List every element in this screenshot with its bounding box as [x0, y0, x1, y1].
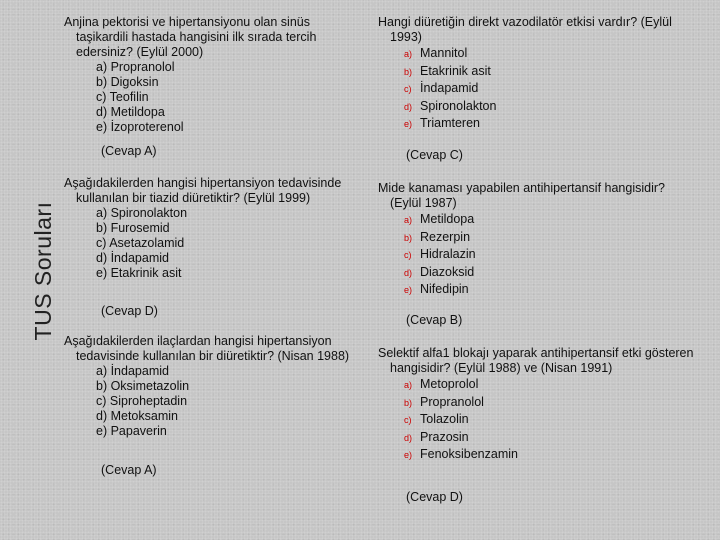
question-stem: Aşağıdakilerden ilaçlardan hangisi hipertansiyon tedavisinde kullanılan bir diüretiktir? (Nisan 1988): [64, 334, 350, 363]
option-marker: a): [404, 49, 413, 59]
answer-label: (Cevap D): [101, 304, 158, 318]
option-d: d) Metildopa: [96, 105, 165, 119]
option-a: a) Propranolol: [96, 60, 175, 74]
option-text: Diazoksid: [420, 264, 475, 279]
option-b: [378, 394, 698, 412]
option-list: [64, 364, 364, 439]
option-marker: b): [404, 232, 413, 243]
side-title: TUS Soruları: [30, 201, 56, 341]
answer-label: (Cevap B): [406, 313, 463, 327]
option-list: [378, 45, 698, 133]
question-6: [378, 346, 698, 464]
option-d: [378, 98, 698, 116]
option-marker: b): [404, 66, 413, 77]
question-stem: Aşağıdakilerden hangisi hipertansiyon tedavisinde kullanılan bir tiazid diüretiktir? (Eylül 1999): [64, 176, 342, 205]
option-text: Mannitol: [420, 46, 468, 60]
option-e: [378, 281, 698, 299]
option-text: Tolazolin: [420, 412, 469, 426]
option-c: [378, 246, 698, 264]
option-c: c) Siproheptadin: [96, 394, 188, 408]
option-text: Rezerpin: [420, 229, 471, 244]
option-e: e) Etakrinik asit: [96, 266, 182, 280]
option-b: b) Digoksin: [96, 75, 159, 89]
option-marker: d): [404, 267, 413, 278]
option-b: [378, 229, 698, 247]
option-b: b) Oksimetazolin: [96, 379, 190, 393]
option-marker: c): [404, 415, 412, 425]
option-marker: d): [404, 101, 413, 112]
question-1: [64, 15, 364, 135]
option-marker: b): [404, 397, 413, 408]
option-d: [378, 429, 698, 447]
question-5: [378, 181, 698, 299]
option-list: [64, 206, 364, 281]
option-a: a) İndapamid: [96, 364, 169, 378]
option-c: [378, 411, 698, 429]
question-4: [378, 15, 698, 133]
option-text: Prazosin: [420, 429, 469, 444]
option-text: Hidralazin: [420, 247, 476, 261]
option-list: [378, 211, 698, 299]
option-marker: a): [404, 380, 413, 390]
option-e: [378, 446, 698, 464]
option-d: d) İndapamid: [96, 251, 169, 265]
option-text: İndapamid: [420, 81, 479, 95]
option-marker: a): [404, 215, 413, 225]
option-marker: e): [404, 285, 413, 295]
option-text: Spironolakton: [420, 98, 497, 113]
option-marker: e): [404, 119, 413, 129]
option-text: Nifedipin: [420, 282, 469, 296]
question-stem: Selektif alfa1 blokajı yaparak antihipertansif etki gösteren hangisidir? (Eylül 1988) ve (Nisan 1991): [378, 346, 694, 375]
option-text: Triamteren: [420, 116, 480, 130]
option-list: [64, 60, 364, 135]
option-c: [378, 80, 698, 98]
answer-label: (Cevap A): [101, 144, 157, 158]
option-b: [378, 63, 698, 81]
option-marker: e): [404, 450, 413, 460]
option-text: Metoprolol: [420, 377, 479, 391]
option-e: e) Papaverin: [96, 424, 167, 438]
question-2: [64, 176, 364, 281]
option-text: Fenoksibenzamin: [420, 447, 518, 461]
option-c: c) Teofilin: [96, 90, 149, 104]
option-c: c) Asetazolamid: [96, 236, 185, 250]
option-d: d) Metoksamin: [96, 409, 178, 423]
answer-label: (Cevap D): [406, 490, 463, 504]
option-a: [378, 211, 698, 229]
option-a: [378, 45, 698, 63]
option-e: e) İzoproterenol: [96, 120, 184, 134]
option-a: a) Spironolakton: [96, 206, 188, 220]
option-text: Etakrinik asit: [420, 63, 491, 78]
option-text: Propranolol: [420, 394, 484, 409]
question-stem: Hangi diüretiğin direkt vazodilatör etkisi vardır? (Eylül 1993): [378, 15, 672, 44]
option-marker: c): [404, 250, 412, 260]
question-3: [64, 334, 364, 439]
option-b: b) Furosemid: [96, 221, 170, 235]
option-text: Metildopa: [420, 212, 475, 226]
question-stem: Mide kanaması yapabilen antihipertansif hangisidir? (Eylül 1987): [378, 181, 665, 210]
option-a: [378, 376, 698, 394]
option-marker: c): [404, 84, 412, 94]
option-e: [378, 115, 698, 133]
option-marker: d): [404, 432, 413, 443]
answer-label: (Cevap A): [101, 463, 157, 477]
question-stem: Anjina pektorisi ve hipertansiyonu olan sinüs taşikardili hastada hangisini ilk sırada tercih edersiniz? (Eylül 2000): [64, 15, 317, 59]
option-list: [378, 376, 698, 464]
option-d: [378, 264, 698, 282]
answer-label: (Cevap C): [406, 148, 463, 162]
